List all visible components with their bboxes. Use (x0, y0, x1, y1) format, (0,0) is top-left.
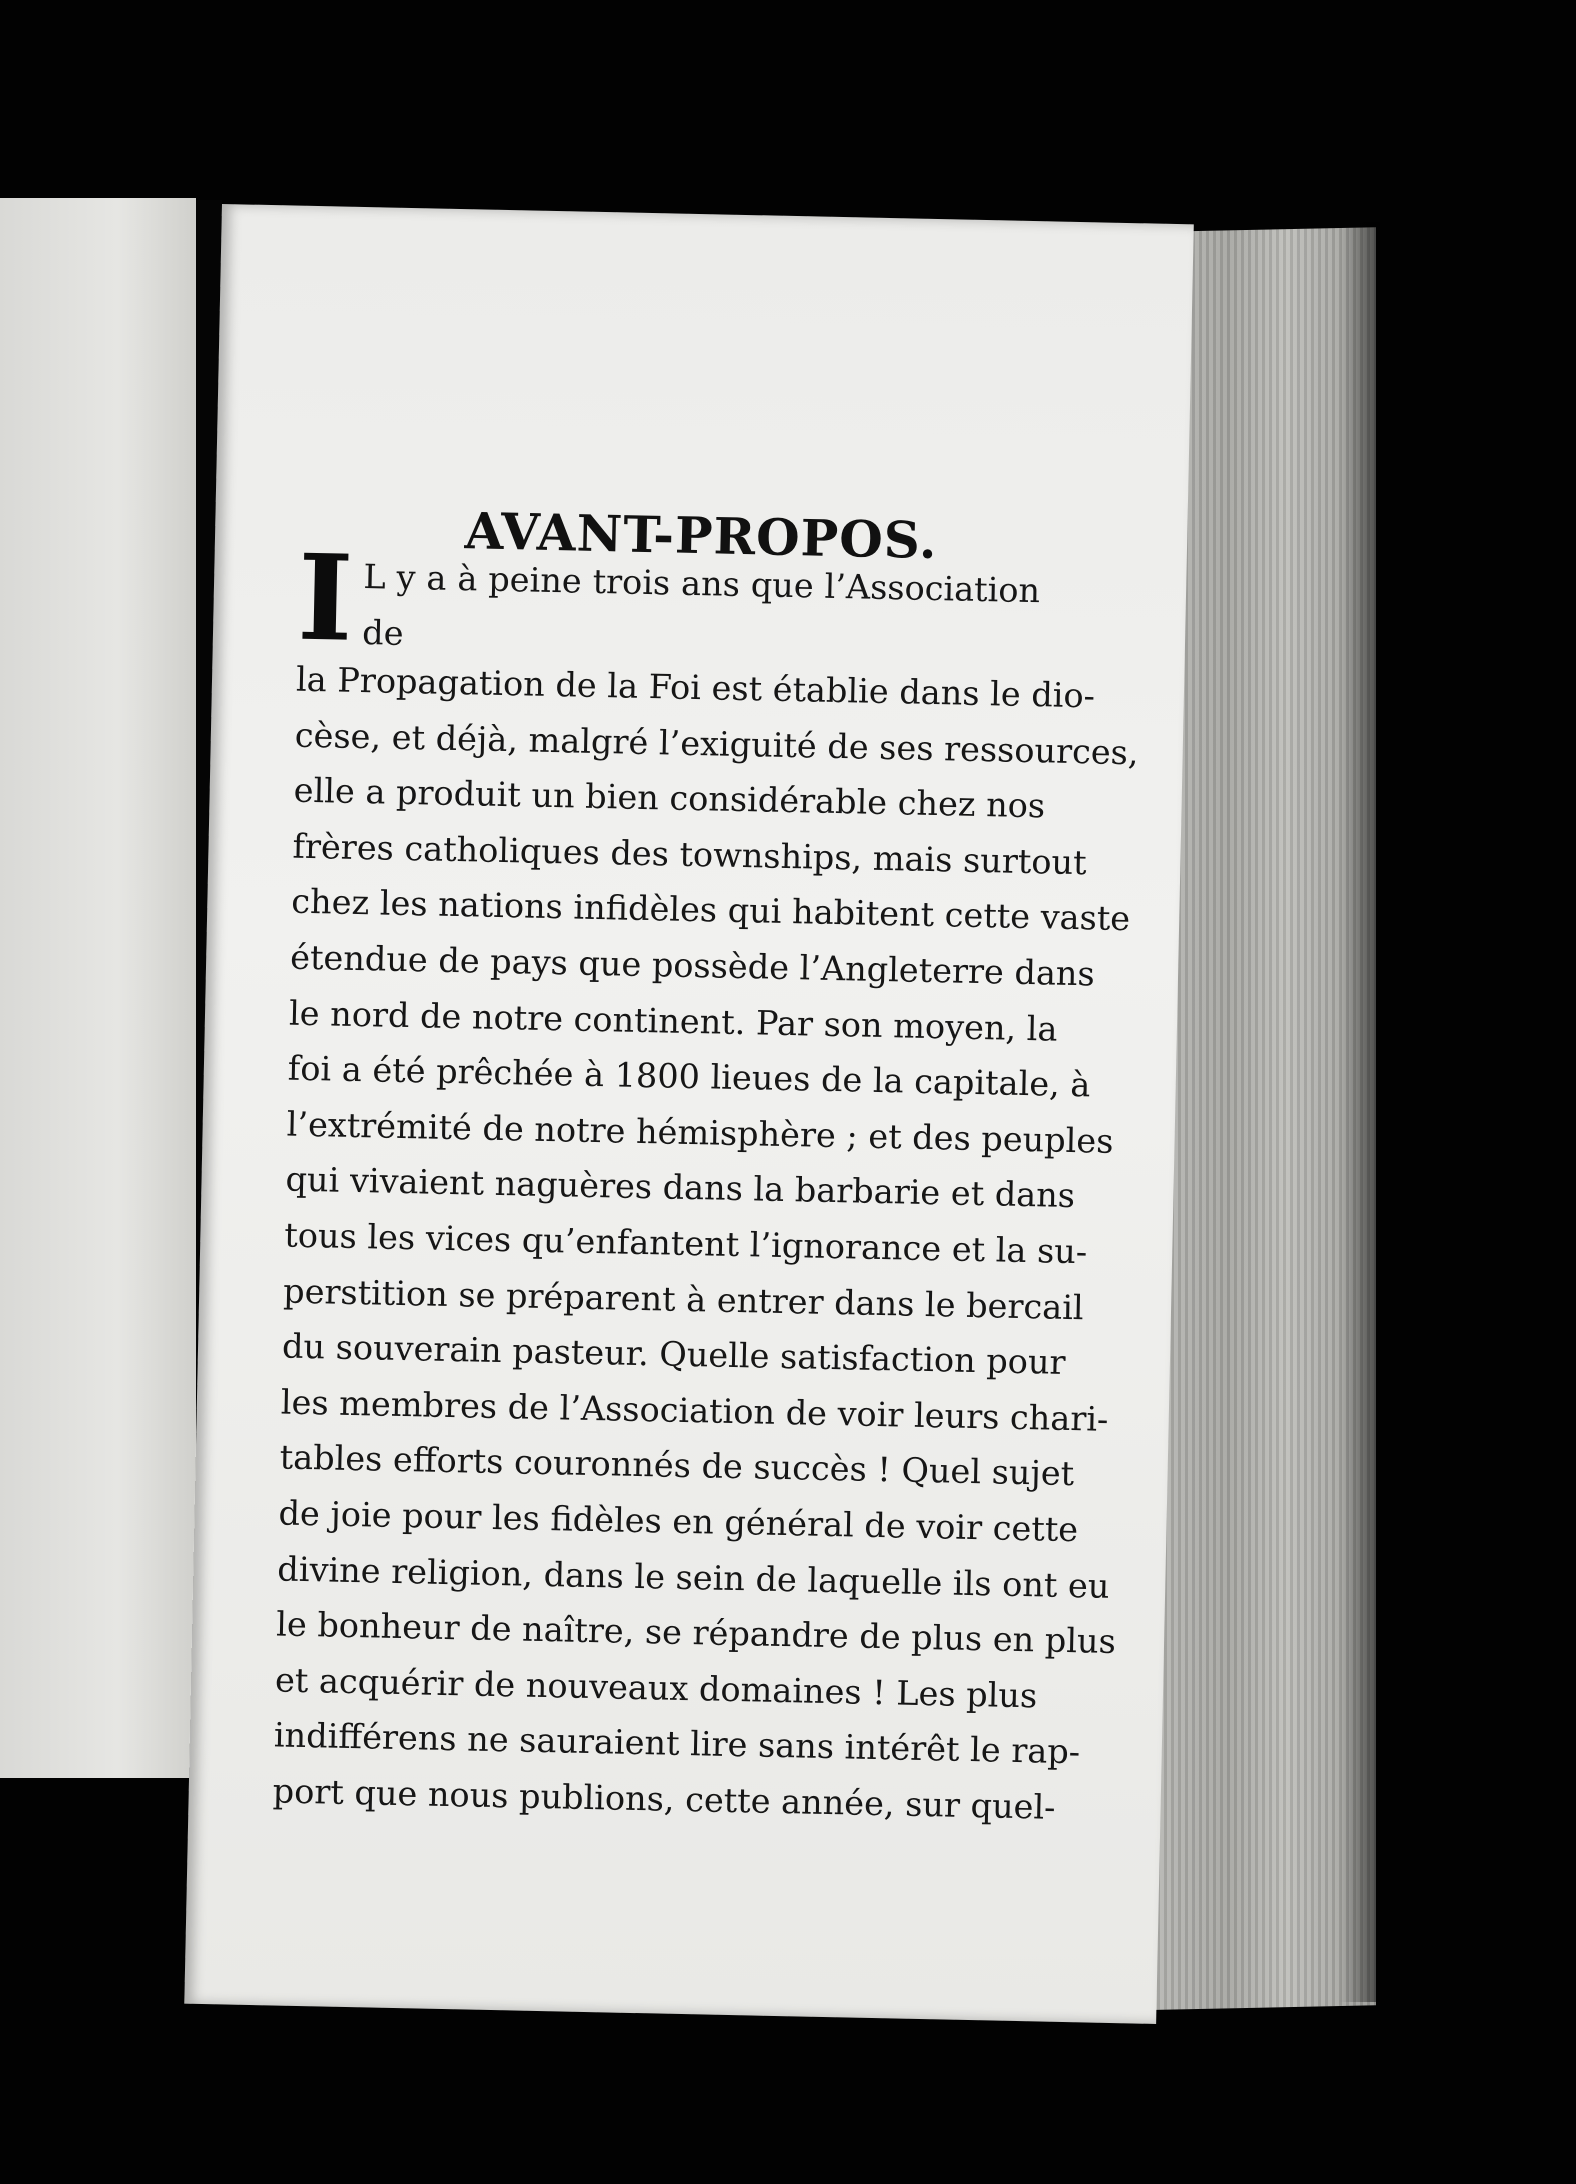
text-line: tables efforts couronnés de succès ! Quel sujet (279, 1437, 1075, 1494)
page-title: AVANT-PROPOS. (464, 500, 939, 570)
text-line: et acquérir de nouveaux domaines ! Les plus (274, 1660, 1038, 1716)
text-line: foi a été prêchée à 1800 lieues de la capitale, à (287, 1048, 1091, 1105)
text-line: l’extrémité de notre hémisphère ; et des peuples (286, 1104, 1114, 1161)
text-line: L y a à peine trois ans que l’Association de (361, 557, 1041, 653)
page-edges-shadow (1340, 222, 1380, 2002)
main-page (184, 204, 1193, 2024)
drop-cap: I (296, 527, 355, 668)
left-facing-page (0, 198, 196, 1778)
text-line: perstition se préparent à entrer dans le bercail (282, 1271, 1085, 1327)
text-line: tous les vices qu’enfantent l’ignorance et la su- (284, 1215, 1088, 1272)
text-line: étendue de pays que possède l’Angleterre dans (289, 937, 1096, 994)
text-line: indifférens ne sauraient lire sans intérêt le rap- (273, 1715, 1081, 1772)
text-line: cèse, et déjà, malgré l’exiguité de ses ressources, (294, 715, 1139, 772)
text-line: les membres de l’Association de voir leurs chari- (280, 1382, 1109, 1439)
text-line: de joie pour les fidèles en général de voir cette (278, 1493, 1079, 1550)
text-line: qui vivaient naguères dans la barbarie et dans (285, 1159, 1076, 1216)
text-line: du souverain pasteur. Quelle satisfaction pour (281, 1326, 1066, 1383)
text-line: le nord de notre continent. Par son moyen, la (288, 993, 1058, 1049)
text-line: frères catholiques des townships, mais surtout (292, 826, 1087, 883)
text-line: elle a produit un bien considérable chez nos (293, 770, 1046, 826)
text-line: le bonheur de naître, se répandre de plus en plus (275, 1604, 1117, 1662)
text-line: la Propagation de la Foi est établie dans le dio- (295, 659, 1096, 716)
text-line: chez les nations infidèles qui habitent cette vaste (290, 881, 1131, 939)
text-line: divine religion, dans le sein de laquelle ils ont eu (277, 1548, 1110, 1606)
text-line: port que nous publions, cette année, sur quel- (272, 1771, 1056, 1827)
